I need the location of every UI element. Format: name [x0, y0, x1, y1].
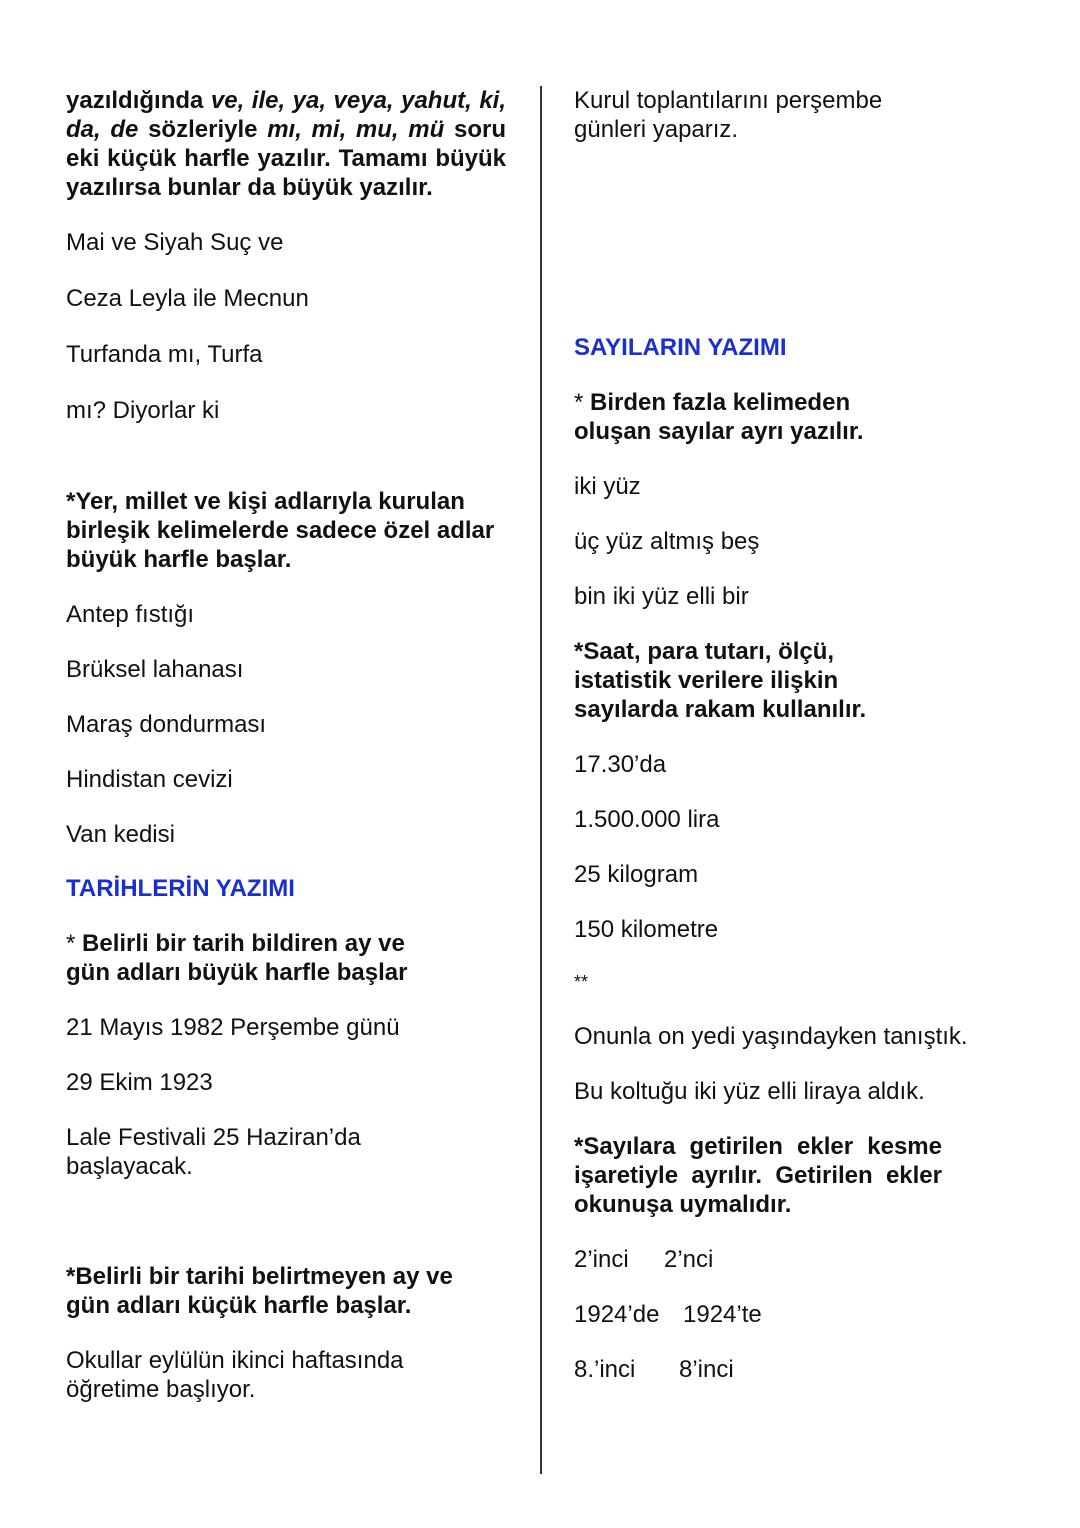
example-correct: 8’inci: [679, 1356, 734, 1383]
rule-italic-conjunctions: ve, ile, ya, veya, yahut, ki, da, de: [66, 87, 506, 143]
example-correct: 2’nci: [664, 1246, 714, 1273]
example-incorrect: 2’inci: [574, 1246, 629, 1273]
example-pair: [574, 1245, 994, 1274]
example-incorrect: 8.’inci: [574, 1356, 636, 1383]
rule-compound-words: *Yer, millet ve kişi adlarıyla kurulan birleşik kelimelerde sadece özel adlar büyük harfle başlar.: [66, 488, 495, 573]
example-line: Maraş dondurması: [66, 711, 267, 738]
example-line: Onunla on yedi yaşındayken tanıştık.: [574, 1023, 968, 1050]
right-column: [574, 86, 994, 1384]
example-line: Lale Festivali 25 Haziran’da başlayacak.: [66, 1124, 361, 1180]
rule-text: Birden fazla kelimeden oluşan sayılar ayrı yazılır.: [574, 389, 864, 445]
rule-italic-question-suffix: mı, mi, mu, mü: [267, 116, 445, 143]
example-correct: 1924’te: [683, 1301, 762, 1328]
left-column: [66, 86, 506, 1404]
example-line: 25 kilogram: [574, 861, 699, 888]
example-line: 150 kilometre: [574, 916, 719, 943]
example-line: Turfanda mı, Turfa: [66, 341, 263, 368]
rule-multiword-numbers: [574, 388, 914, 446]
rule-dates: [66, 929, 446, 987]
bullet: *: [66, 930, 83, 957]
example-line: 1.500.000 lira: [574, 806, 720, 833]
rule-text: sözleriyle: [138, 116, 268, 143]
rule-no-dates: *Belirli bir tarihi belirtmeyen ay ve gün adları küçük harfle başlar.: [66, 1263, 453, 1319]
heading-numbers: SAYILARIN YAZIMI: [574, 334, 787, 361]
example-line: bin iki yüz elli bir: [574, 583, 749, 610]
rule-conjunction-question: [66, 86, 506, 202]
example-line: Kurul toplantılarını perşembe günleri yaparız.: [574, 87, 883, 143]
example-line: iki yüz: [574, 473, 641, 500]
example-line: Mai ve Siyah Suç ve: [66, 229, 284, 256]
example-line: Bu koltuğu iki yüz elli liraya aldık.: [574, 1078, 925, 1105]
example-pair: [574, 1300, 994, 1329]
rule-digits: *Saat, para tutarı, ölçü, istatistik verilere ilişkin sayılarda rakam kullanılır.: [574, 638, 867, 723]
example-line: Hindistan cevizi: [66, 766, 233, 793]
example-line: mı? Diyorlar ki: [66, 397, 220, 424]
example-line: Antep fıstığı: [66, 601, 195, 628]
rule-suffix-apostrophe: *Sayılara getirilen ekler kesme işaretiyle ayrılır. Getirilen ekler okunuşa uymalıdır.: [574, 1133, 942, 1218]
example-line: Brüksel lahanası: [66, 656, 244, 683]
bullet: *: [574, 389, 591, 416]
rule-text: yazıldığında: [66, 87, 211, 114]
heading-dates: TARİHLERİN YAZIMI: [66, 875, 295, 902]
example-incorrect: 1924’de: [574, 1301, 660, 1328]
example-line: 29 Ekim 1923: [66, 1069, 213, 1096]
column-divider: [540, 86, 542, 1474]
example-line: Ceza Leyla ile Mecnun: [66, 285, 309, 312]
example-line: Okullar eylülün ikinci haftasında öğretime başlıyor.: [66, 1347, 404, 1403]
example-line: üç yüz altmış beş: [574, 528, 760, 555]
rule-text: Belirli bir tarih bildiren ay ve gün adları büyük harfle başlar: [66, 930, 408, 986]
example-pair: [574, 1355, 994, 1384]
example-line: 21 Mayıs 1982 Perşembe günü: [66, 1014, 400, 1041]
double-star-marker: **: [574, 972, 589, 992]
example-line: Van kedisi: [66, 821, 175, 848]
example-line: 17.30’da: [574, 751, 667, 778]
rule-text: soru eki küçük harfle yazılır. Tamamı büyük yazılırsa bunlar da büyük yazılır.: [66, 116, 506, 201]
